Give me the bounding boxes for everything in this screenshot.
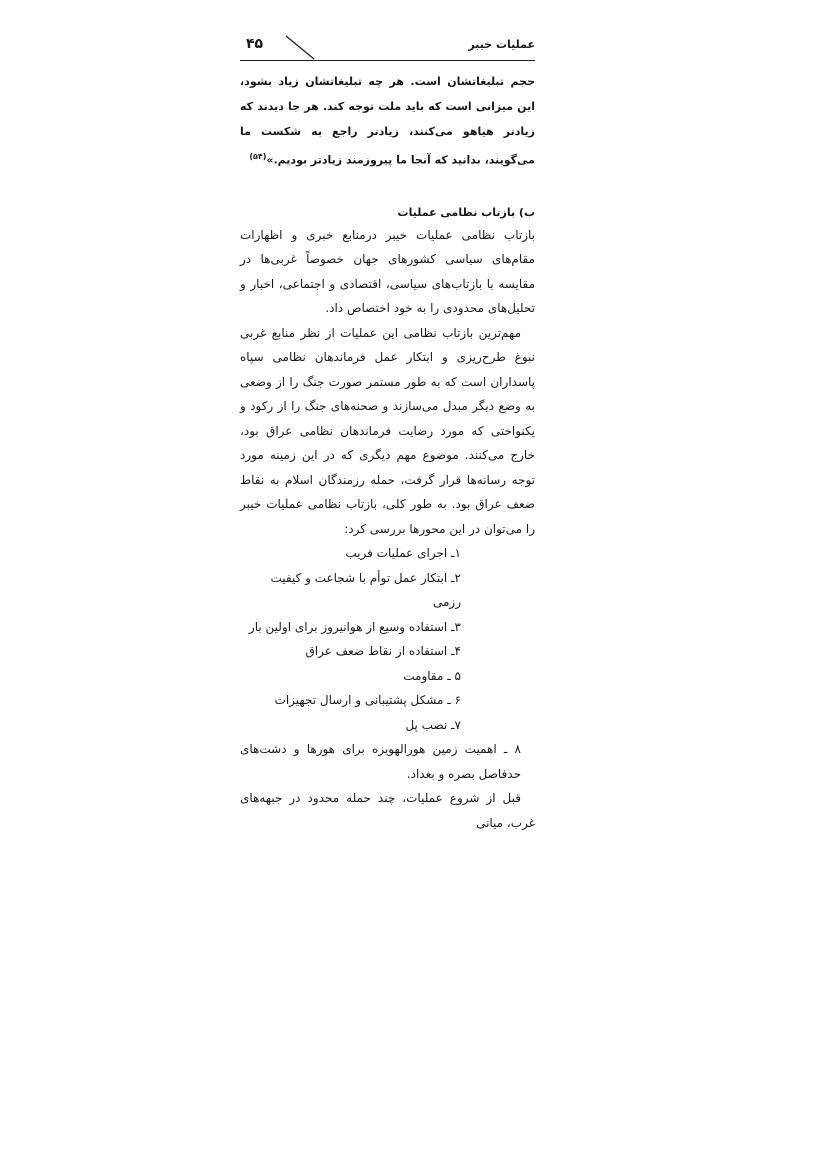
footnote-reference: (۵۴) (249, 152, 267, 161)
book-page (240, 36, 535, 835)
header-divider-slash (284, 34, 334, 60)
paragraph-3: قبل از شروع عملیات، چند حمله محدود در جبهه‌های غرب، میانی (240, 791, 535, 830)
running-title: عملیات خیبر (468, 38, 535, 51)
list-item: ۳ـ استفاده وسیع از هوانیروز برای اولین بار (248, 619, 461, 634)
list-item: ۷ـ نصب پل (405, 717, 461, 732)
quote-text: حجم تبلیغاتشان است. هر چه تبلیغاتشان زیاد بشود، این میزانی است که باید ملت توجه کند. هر جا دیدند که زیادتر هیاهو می‌کنند، زیادتر راجع به شکست ما می‌گویند، بدانید که آنجا ما پیروزمند زیادتر بودیم.» (240, 75, 535, 167)
list-item: ۲ـ ابتکار عمل توأم با شجاعت و کیفیت رزمی (270, 570, 461, 610)
list-item: ۱ـ اجرای عملیات فریب (345, 546, 461, 561)
paragraph-1: بازتاب نظامی عملیات خیبر درمنابع خبری و اظهارات مقام‌های سیاسی کشورهای جهان خصوصاً غربی‌ها در مقایسه با بازتاب‌های سیاسی، اقتصادی و اجتماعی، اخبار و تحلیل‌های محدودی را به خود اختصاص داد. (240, 227, 535, 316)
list-item: ۶ ـ مشکل پشتیبانی و ارسال تجهیزات (274, 693, 461, 708)
list-item: ۴ـ استفاده از نقاط ضعف عراق (305, 644, 461, 659)
list-item: ۵ ـ مقاومت (403, 668, 461, 683)
quote-block (240, 69, 535, 173)
running-header (240, 36, 535, 61)
axes-list (240, 541, 535, 786)
page-number: ۴۵ (246, 36, 264, 52)
section-heading: ب) بازتاب نظامی عملیات (397, 205, 535, 219)
paragraph-2: مهم‌ترین بازتاب نظامی این عملیات از نظر منابع غربی نبوغ طرح‌ریزی و ابتکار عمل فرماندهان نظامی سپاه پاسداران است که به طور مستمر صورت جنگ را از وضعی به وضع دیگر مبدل می‌سازند و صحنه‌های جنگ را از رکود و یکنواختی که مورد رضایت فرماندهان نظامی عراق بود، خارج می‌کنند. موضوع مهم دیگری که در این زمینه مورد توجه رسانه‌ها قرار گرفت، حمله رزمندگان اسلام به نقاط ضعف عراق بود. به طور کلی، بازتاب نظامی عملیات خیبر را می‌توان در این محورها بررسی کرد: (240, 325, 535, 536)
list-item: ۸ ـ اهمیت زمین هورالهویزه برای هورها و دشت‌های حدفاصل بصره و بغداد. (240, 742, 521, 781)
